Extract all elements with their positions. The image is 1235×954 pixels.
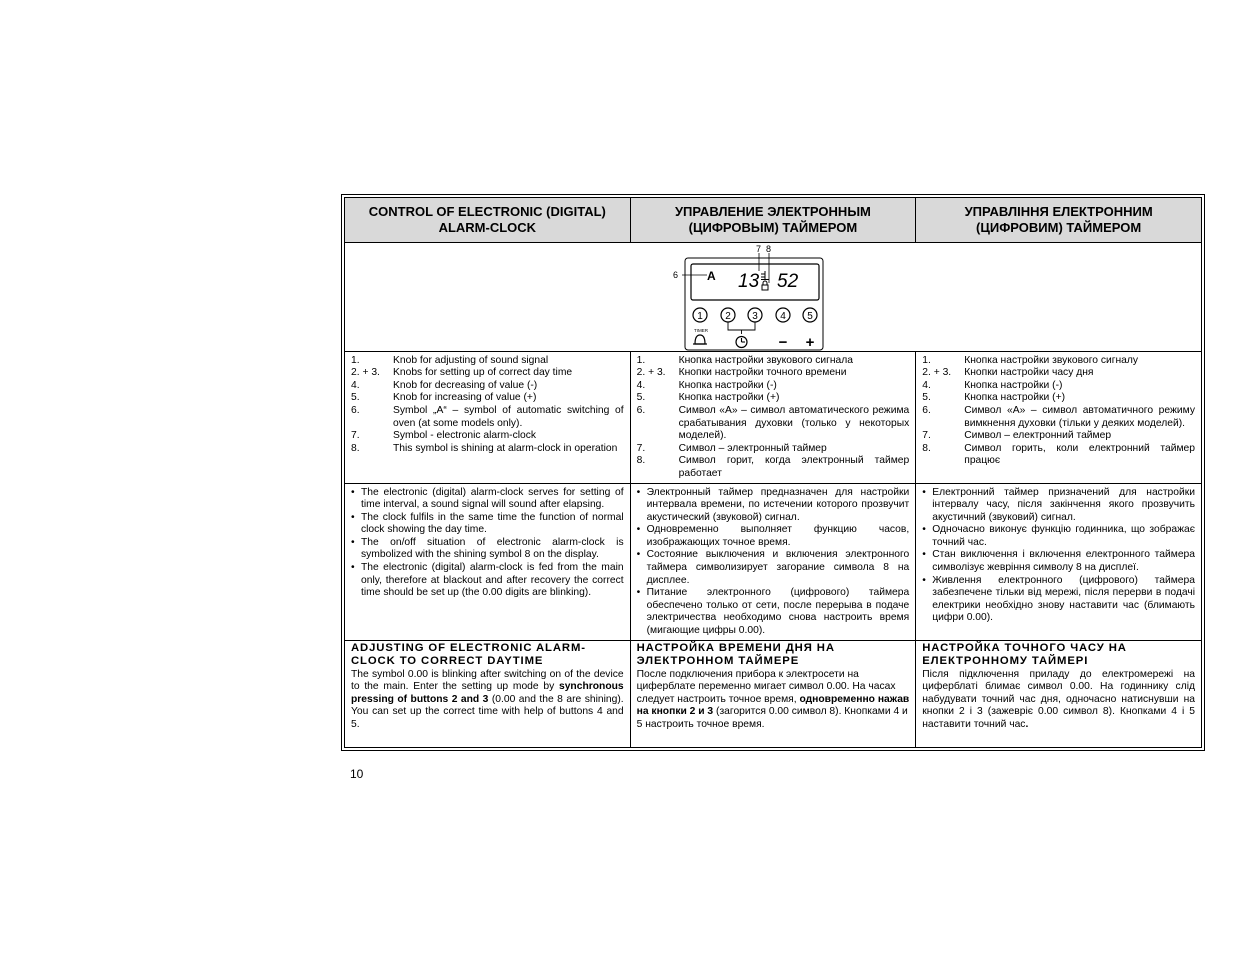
legend-item-text: Кнопка настройки звукового сигналу — [964, 354, 1139, 366]
legend-item — [922, 443, 1195, 468]
legend-item-text: Кнопка настройки звукового сигнала — [678, 354, 853, 366]
description-ru — [630, 483, 916, 640]
adjust-row — [345, 640, 1202, 747]
legend-item-text: Кнопка настройки (+) — [964, 392, 1066, 404]
legend-item-number: 5. — [351, 392, 360, 404]
bullet-item: • The clock fulfils in the same time the function of normal clock showing the day time. — [351, 512, 624, 537]
legend-item-text: Кнопка настройки (-) — [678, 379, 777, 391]
legend-item — [351, 392, 624, 405]
legend-item-number: 8. — [636, 455, 646, 467]
symbol-a: A — [707, 268, 716, 283]
header-uk: УПРАВЛІННЯ ЕЛЕКТРОННИМ (ЦИФРОВИМ) ТАЙМЕРОМ — [916, 198, 1202, 243]
legend-item-text: Символ «A» – символ автоматичного режиму вимкнення духовки (тільки у деяких моделей). — [964, 404, 1195, 429]
display-minutes: 52 — [777, 270, 799, 292]
legend-row — [345, 351, 1202, 483]
legend-item-text: Символ – електронний таймер — [964, 430, 1112, 442]
legend-item — [637, 405, 910, 443]
timer-panel-figure — [673, 243, 873, 351]
legend-item-text: Кнопки настройки часу дня — [964, 367, 1094, 379]
legend-item — [922, 367, 1195, 380]
adjust-text-ru-part2: (загорится 0.00 символ 8). Кнопками 4 и 5 настроить точное время. — [636, 706, 908, 730]
adjust-text-ru — [637, 669, 910, 732]
header-en: CONTROL OF ELECTRONIC (DIGITAL) ALARM-CLOCK — [345, 198, 631, 243]
bullet-item: • Состояние выключения и включения электронного таймера символизирует загорание символа 8 на дисплее. — [637, 549, 910, 587]
legend-item — [351, 367, 624, 380]
minus-sign: − — [778, 333, 788, 351]
legend-ru — [630, 351, 916, 483]
bullet-list-ru — [637, 487, 910, 638]
page-number: 10 — [350, 767, 364, 781]
header-ru: УПРАВЛЕНИЕ ЭЛЕКТРОННЫМ (ЦИФРОВЫМ) ТАЙМЕРОМ — [630, 198, 916, 243]
header-row — [345, 198, 1202, 243]
adjust-en — [345, 640, 631, 747]
bullet-list-en — [351, 487, 624, 600]
legend-item-text: Knobs for setting up of correct day time — [393, 367, 573, 379]
button-5-label: 5 — [807, 310, 813, 322]
legend-list-en — [351, 355, 624, 456]
legend-item-number: 1. — [922, 354, 931, 366]
legend-item — [351, 380, 624, 393]
legend-item — [351, 430, 624, 443]
adjust-text-en-bold: synchronous pressing of buttons 2 and 3 — [351, 681, 624, 705]
legend-item — [637, 455, 910, 480]
adjust-text-uk-part1: Після підключення приладу до електромережі на циферблаті блимає символ 0.00. На годиннику слід набудувати точний час дня, одночасно натиснувши на кнопки 2 і 3 (зажевріє 0.00 символ 8). Кнопками 4 і 5 наставити точний час — [922, 668, 1195, 730]
legend-item-text: Symbol - electronic alarm-clock — [393, 430, 537, 442]
legend-list-ru — [637, 355, 910, 481]
button-5[interactable] — [803, 308, 817, 322]
legend-item-text: Символ горит, когда электронный таймер работает — [678, 455, 910, 479]
legend-item-text: Кнопка настройки (+) — [678, 392, 780, 404]
legend-item-text: Кнопка настройки (-) — [964, 379, 1063, 391]
adjust-text-uk-bold: . — [1025, 719, 1029, 730]
plus-sign: + — [805, 333, 815, 351]
legend-item-number: 6. — [351, 404, 360, 416]
legend-item — [922, 355, 1195, 368]
button-4[interactable] — [776, 308, 790, 322]
legend-item-number: 4. — [636, 379, 646, 391]
bullet-item: • Электронный таймер предназначен для настройки интервала времени, по истечении которого прозвучит акустический (звуковой) сигнал. — [637, 487, 910, 525]
timer-label: TIMER — [694, 327, 708, 333]
legend-item-number: 5. — [922, 392, 931, 404]
button-2-label: 2 — [725, 310, 731, 322]
legend-item-number: 2. + 3. — [922, 367, 952, 379]
legend-item-number: 5. — [636, 392, 646, 404]
button-1[interactable] — [693, 308, 707, 322]
button-2[interactable] — [721, 308, 735, 322]
figure-row — [345, 242, 1202, 351]
legend-item — [637, 443, 910, 456]
adjust-text-en — [351, 669, 624, 732]
legend-item-text: This symbol is shining at alarm-clock in operation — [393, 442, 618, 454]
adjust-title-ru: НАСТРОЙКА ВРЕМЕНИ ДНЯ НА ЭЛЕКТРОННОМ ТАЙМЕРЕ — [636, 641, 835, 668]
legend-item-number: 1. — [636, 354, 646, 366]
bullet-item: • Електронний таймер призначений для настройки інтервалу часу, після закінчення якого прозвучить акустичний (звуковий) сигнал. — [922, 487, 1195, 525]
legend-item — [637, 367, 910, 380]
legend-item-text: Knob for adjusting of sound signal — [393, 354, 549, 366]
callout-8: 8 — [766, 243, 772, 254]
callout-7: 7 — [756, 243, 762, 254]
display-hours: 13 — [738, 270, 760, 292]
legend-item-text: Symbol „A“ – symbol of automatic switching of oven (at some models only). — [393, 404, 624, 429]
description-en — [345, 483, 631, 640]
legend-item — [922, 392, 1195, 405]
adjust-text-en-part2: (0.00 and the 8 are shining). You can set up the correct time with help of buttons 4 and 5. — [351, 693, 624, 730]
legend-item-text: Символ горить, коли електронний таймер працює — [964, 442, 1195, 467]
bullet-item: • The electronic (digital) alarm-clock serves for setting of time interval, a sound signal will sound after elapsing. — [351, 487, 624, 512]
bullet-item: • Одновременно выполняет функцию часов, изображающих точное время. — [637, 524, 910, 549]
description-row — [345, 483, 1202, 640]
adjust-uk — [916, 640, 1202, 747]
button-3[interactable] — [748, 308, 762, 322]
callout-6: 6 — [673, 269, 679, 280]
legend-item-number: 8. — [922, 442, 931, 454]
legend-uk — [916, 351, 1202, 483]
legend-item — [351, 443, 624, 456]
adjust-title-en: ADJUSTING OF ELECTRONIC ALARM-CLOCK TO CORRECT DAYTIME — [351, 641, 586, 668]
legend-item-number: 7. — [351, 430, 360, 442]
legend-item — [922, 405, 1195, 430]
legend-list-uk — [922, 355, 1195, 468]
legend-item-number: 4. — [922, 379, 931, 391]
legend-item-number: 7. — [636, 442, 646, 454]
bullet-item: • Стан виключення і включення електронного таймера символізує жевріння символу 8 на дисплеї. — [922, 549, 1195, 574]
button-3-label: 3 — [752, 310, 758, 322]
legend-item-number: 6. — [636, 404, 646, 416]
description-uk — [916, 483, 1202, 640]
timer-figure-cell — [345, 242, 1202, 351]
legend-item-number: 4. — [351, 379, 360, 391]
legend-item-text: Символ – электронный таймер — [678, 442, 827, 454]
legend-item — [351, 355, 624, 368]
legend-item — [637, 392, 910, 405]
legend-item — [637, 355, 910, 368]
adjust-text-ru-bold: одновременно нажав на кнопки 2 и 3 — [636, 693, 910, 718]
adjust-text-uk — [922, 669, 1195, 732]
legend-item-text: Кнопки настройки точного времени — [678, 367, 847, 379]
instruction-table — [344, 197, 1202, 748]
legend-item — [637, 380, 910, 393]
legend-en — [345, 351, 631, 483]
adjust-ru — [630, 640, 916, 747]
legend-item-number: 7. — [922, 430, 931, 442]
legend-item-number: 2. + 3. — [636, 367, 666, 379]
legend-item — [922, 430, 1195, 443]
instruction-table-frame — [341, 194, 1205, 751]
adjust-title-uk: НАСТРОЙКА ТОЧНОГО ЧАСУ НА ЕЛЕКТРОННОМУ ТАЙМЕРІ — [922, 641, 1127, 668]
legend-item-text: Символ «A» – символ автоматического режима срабатывания духовки (только у некоторых моделей). — [678, 404, 910, 442]
legend-item — [922, 380, 1195, 393]
bullet-item: • Питание электронного (цифрового) таймера обеспечено только от сети, после перерыва в подаче электричества необходимо снова настроить время (мигающие цифры 0.00). — [637, 587, 910, 637]
adjust-text-ru-part1: После подключения прибора к электросети на циферблате переменно мигает символ 0.00. На часах следует настроить точное время, — [636, 668, 896, 705]
bullet-list-uk — [922, 487, 1195, 626]
legend-item-number: 8. — [351, 442, 360, 454]
bullet-item: • The electronic (digital) alarm-clock is fed from the main only, therefore at blackout and after recovery the correct time should be set up (the 0.00 digits are blinking). — [351, 562, 624, 600]
bullet-item: • The on/off situation of electronic alarm-clock is symbolized with the shining symbol 8 on the display. — [351, 537, 624, 562]
button-4-label: 4 — [780, 310, 786, 322]
bullet-item: • Живлення електронного (цифрового) таймера забезпечене тільки від мережі, після перерви в подачі електрики необхідно знову наставити час (блимають цифри 0.00). — [922, 575, 1195, 625]
legend-item-number: 6. — [922, 404, 931, 416]
legend-item — [351, 405, 624, 430]
button-1-label: 1 — [697, 310, 703, 322]
bullet-item: • Одночасно виконує функцію годинника, що зображає точний час. — [922, 524, 1195, 549]
legend-item-text: Knob for increasing of value (+) — [393, 392, 537, 404]
legend-item-text: Knob for decreasing of value (-) — [393, 379, 538, 391]
adjust-text-en-part1: The symbol 0.00 is blinking after switching on of the device to the main. Enter the setting up mode by — [351, 668, 624, 693]
legend-item-number: 1. — [351, 354, 360, 366]
legend-item-number: 2. + 3. — [351, 367, 380, 379]
